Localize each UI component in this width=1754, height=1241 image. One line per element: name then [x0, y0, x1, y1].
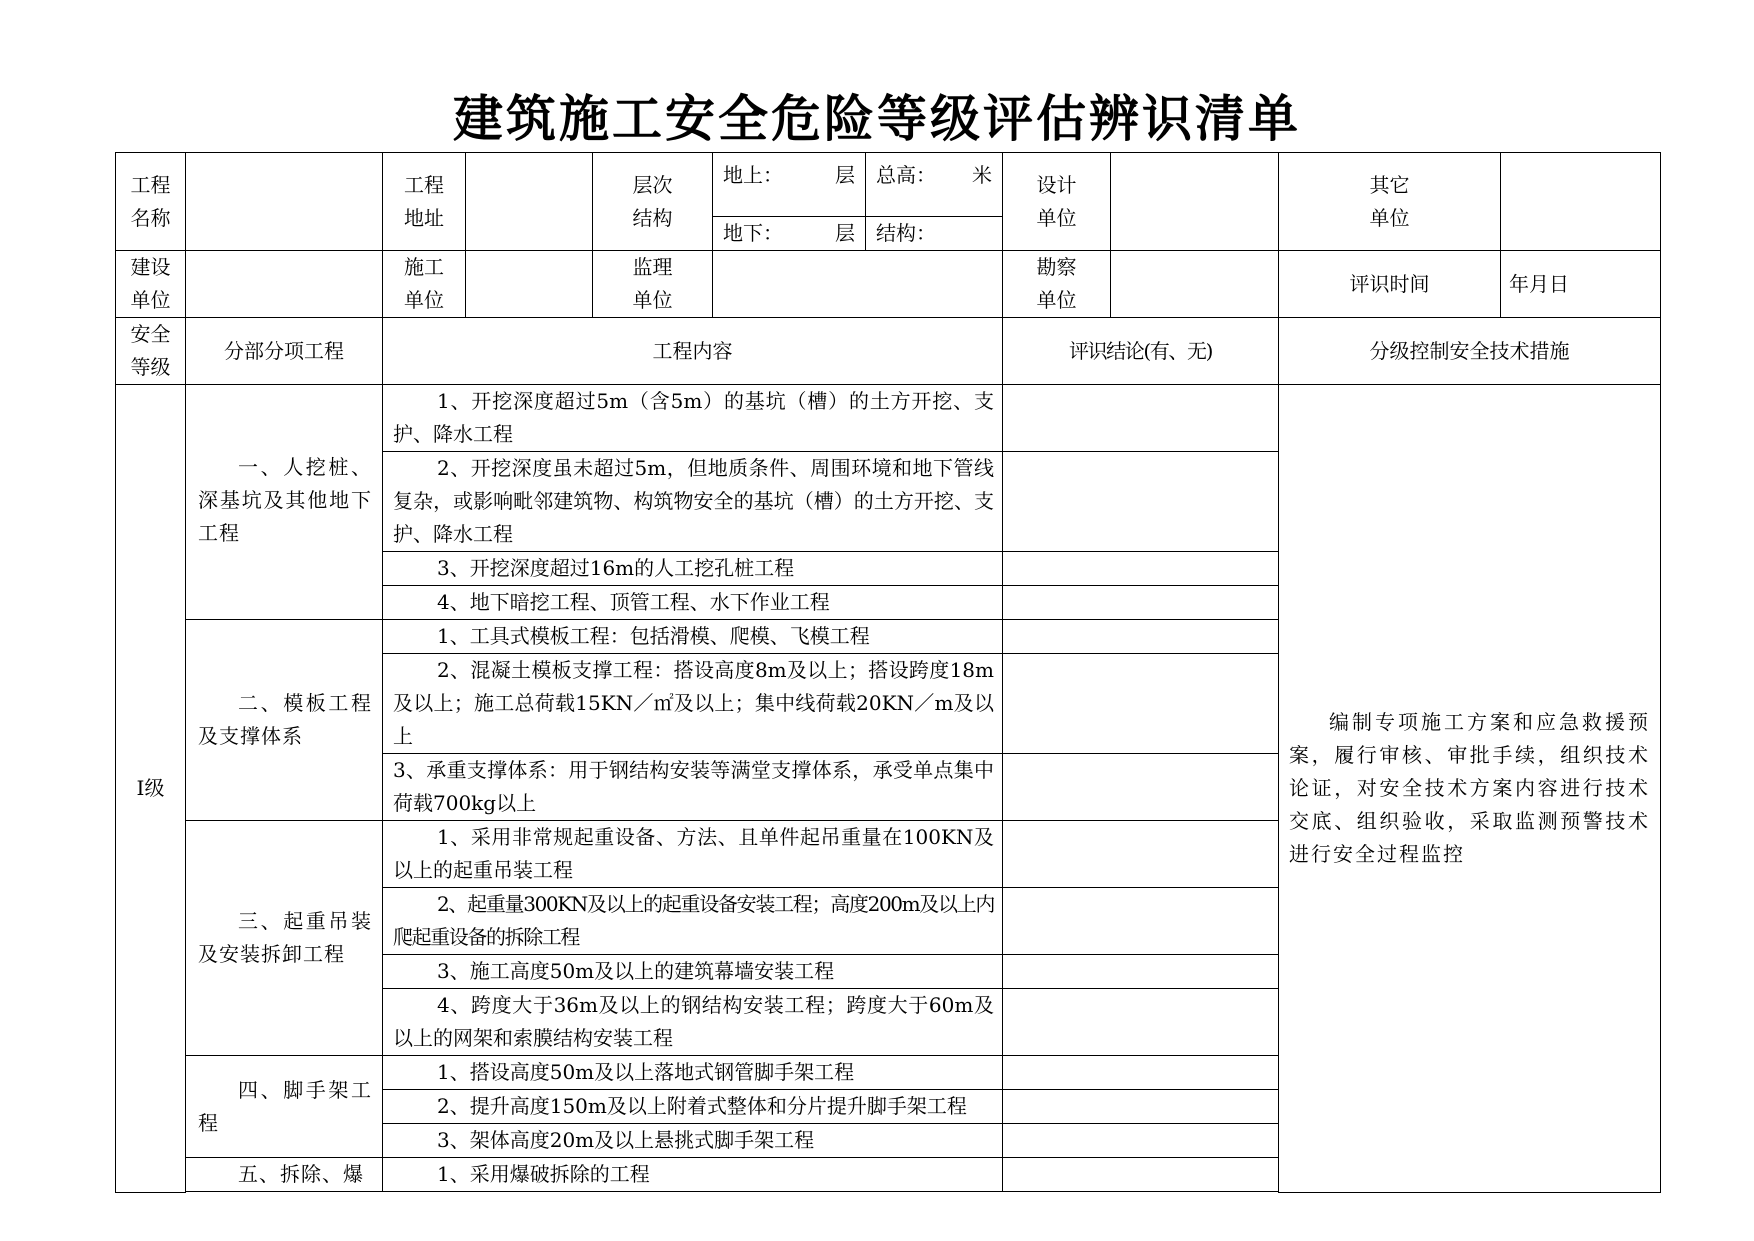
other-unit-label: 其它 单位 — [1279, 153, 1501, 251]
conclusion-input[interactable] — [1003, 955, 1279, 989]
project-name-label: 工程 名称 — [116, 153, 186, 251]
builder-unit-label: 施工 单位 — [383, 251, 466, 318]
project-address-label: 工程 地址 — [383, 153, 466, 251]
other-unit-value[interactable] — [1501, 153, 1661, 251]
identify-time-value[interactable]: 年月日 — [1501, 251, 1661, 318]
page-title: 建筑施工安全危险等级评估辨识清单 — [453, 89, 1301, 148]
floors-structure-cell — [713, 153, 1003, 251]
conclusion-input[interactable] — [1003, 552, 1279, 586]
conclusion-input[interactable] — [1003, 654, 1279, 754]
conclusion-input[interactable] — [1003, 620, 1279, 654]
conclusion-input[interactable] — [1003, 989, 1279, 1056]
content-item: 1、搭设高度50m及以上落地式钢管脚手架工程 — [383, 1056, 1003, 1090]
below-ground-cell[interactable] — [713, 216, 866, 250]
supervision-unit-label: 监理 单位 — [593, 251, 713, 318]
content-item: 2、起重量300KN及以上的起重设备安装工程；高度200m及以上内爬起重设备的拆除工程 — [383, 888, 1003, 955]
group-name: 四、脚手架工程 — [186, 1056, 383, 1158]
content-item: 1、采用爆破拆除的工程 — [383, 1158, 1003, 1192]
conclusion-input[interactable] — [1003, 1090, 1279, 1124]
project-name-value[interactable] — [186, 153, 383, 251]
builder-unit-value[interactable] — [466, 251, 593, 318]
content-item: 4、跨度大于36m及以上的钢结构安装工程；跨度大于60m及以上的网架和索膜结构安装工程 — [383, 989, 1003, 1056]
conclusion-input[interactable] — [1003, 1124, 1279, 1158]
conclusion-input[interactable] — [1003, 385, 1279, 452]
group-name: 三、起重吊装及安装拆卸工程 — [186, 821, 383, 1056]
content-item: 1、采用非常规起重设备、方法、且单件起吊重量在100KN及以上的起重吊装工程 — [383, 821, 1003, 888]
col-content: 工程内容 — [383, 318, 1003, 385]
below-ground-label: 地下： — [723, 220, 783, 245]
conclusion-input[interactable] — [1003, 821, 1279, 888]
content-item: 1、开挖深度超过5m（含5m）的基坑（槽）的土方开挖、支护、降水工程 — [383, 385, 1003, 452]
col-safety-level: 安全 等级 — [116, 318, 186, 385]
height-unit: 米 — [972, 163, 992, 188]
above-ground-label: 地上： — [723, 163, 783, 188]
conclusion-input[interactable] — [1003, 888, 1279, 955]
conclusion-input[interactable] — [1003, 1056, 1279, 1090]
conclusion-input[interactable] — [1003, 1158, 1279, 1192]
col-conclusion: 评识结论(有、无) — [1003, 318, 1279, 385]
content-item: 3、开挖深度超过16m的人工挖孔桩工程 — [383, 552, 1003, 586]
conclusion-input[interactable] — [1003, 754, 1279, 821]
floors-structure-label: 层次 结构 — [593, 153, 713, 251]
construction-unit-label: 建设 单位 — [116, 251, 186, 318]
content-item: 4、地下暗挖工程、顶管工程、水下作业工程 — [383, 586, 1003, 620]
content-item: 2、混凝土模板支撑工程：搭设高度8m及以上；搭设跨度18m及以上；施工总荷载15KN／㎡及以上；集中线荷载20KN／m及以上 — [383, 654, 1003, 754]
survey-unit-label: 勘察 单位 — [1003, 251, 1111, 318]
content-item: 2、开挖深度虽未超过5m，但地质条件、周围环境和地下管线复杂，或影响毗邻建筑物、构筑物安全的基坑（槽）的土方开挖、支护、降水工程 — [383, 452, 1003, 552]
content-item: 3、施工高度50m及以上的建筑幕墙安装工程 — [383, 955, 1003, 989]
total-height-label: 总高： — [876, 163, 936, 188]
total-height-cell[interactable] — [866, 153, 1003, 216]
group-name: 一、人挖桩、深基坑及其他地下工程 — [186, 385, 383, 620]
group-name: 五、拆除、爆 — [186, 1158, 383, 1192]
identify-time-label: 评识时间 — [1279, 251, 1501, 318]
structure-cell[interactable] — [866, 216, 1003, 250]
construction-unit-value[interactable] — [186, 251, 383, 318]
col-sub-project: 分部分项工程 — [186, 318, 383, 385]
above-ground-cell[interactable] — [713, 153, 866, 216]
project-address-value[interactable] — [466, 153, 593, 251]
level-cell: Ⅰ级 — [116, 385, 186, 1193]
spacer-row — [186, 1192, 1279, 1193]
content-item: 2、提升高度150m及以上附着式整体和分片提升脚手架工程 — [383, 1090, 1003, 1124]
content-item: 1、工具式模板工程：包括滑模、爬模、飞模工程 — [383, 620, 1003, 654]
above-ground-unit: 层 — [835, 163, 855, 188]
design-unit-value[interactable] — [1111, 153, 1279, 251]
assessment-table — [115, 152, 1661, 1193]
content-item: 3、承重支撑体系：用于钢结构安装等满堂支撑体系，承受单点集中荷载700kg以上 — [383, 754, 1003, 821]
survey-unit-value[interactable] — [1111, 251, 1279, 318]
col-measures: 分级控制安全技术措施 — [1279, 318, 1661, 385]
content-item: 3、架体高度20m及以上悬挑式脚手架工程 — [383, 1124, 1003, 1158]
below-ground-unit: 层 — [835, 220, 855, 245]
floors-structure-nested — [713, 153, 1002, 250]
conclusion-input[interactable] — [1003, 452, 1279, 552]
structure-label: 结构： — [876, 220, 936, 245]
design-unit-label: 设计 单位 — [1003, 153, 1111, 251]
conclusion-input[interactable] — [1003, 586, 1279, 620]
supervision-unit-value[interactable] — [713, 251, 1003, 318]
group-name: 二、模板工程及支撑体系 — [186, 620, 383, 821]
measures-cell: 编制专项施工方案和应急救援预案，履行审核、审批手续，组织技术论证，对安全技术方案内容进行技术交底、组织验收，采取监测预警技术进行安全过程监控 — [1279, 385, 1661, 1193]
